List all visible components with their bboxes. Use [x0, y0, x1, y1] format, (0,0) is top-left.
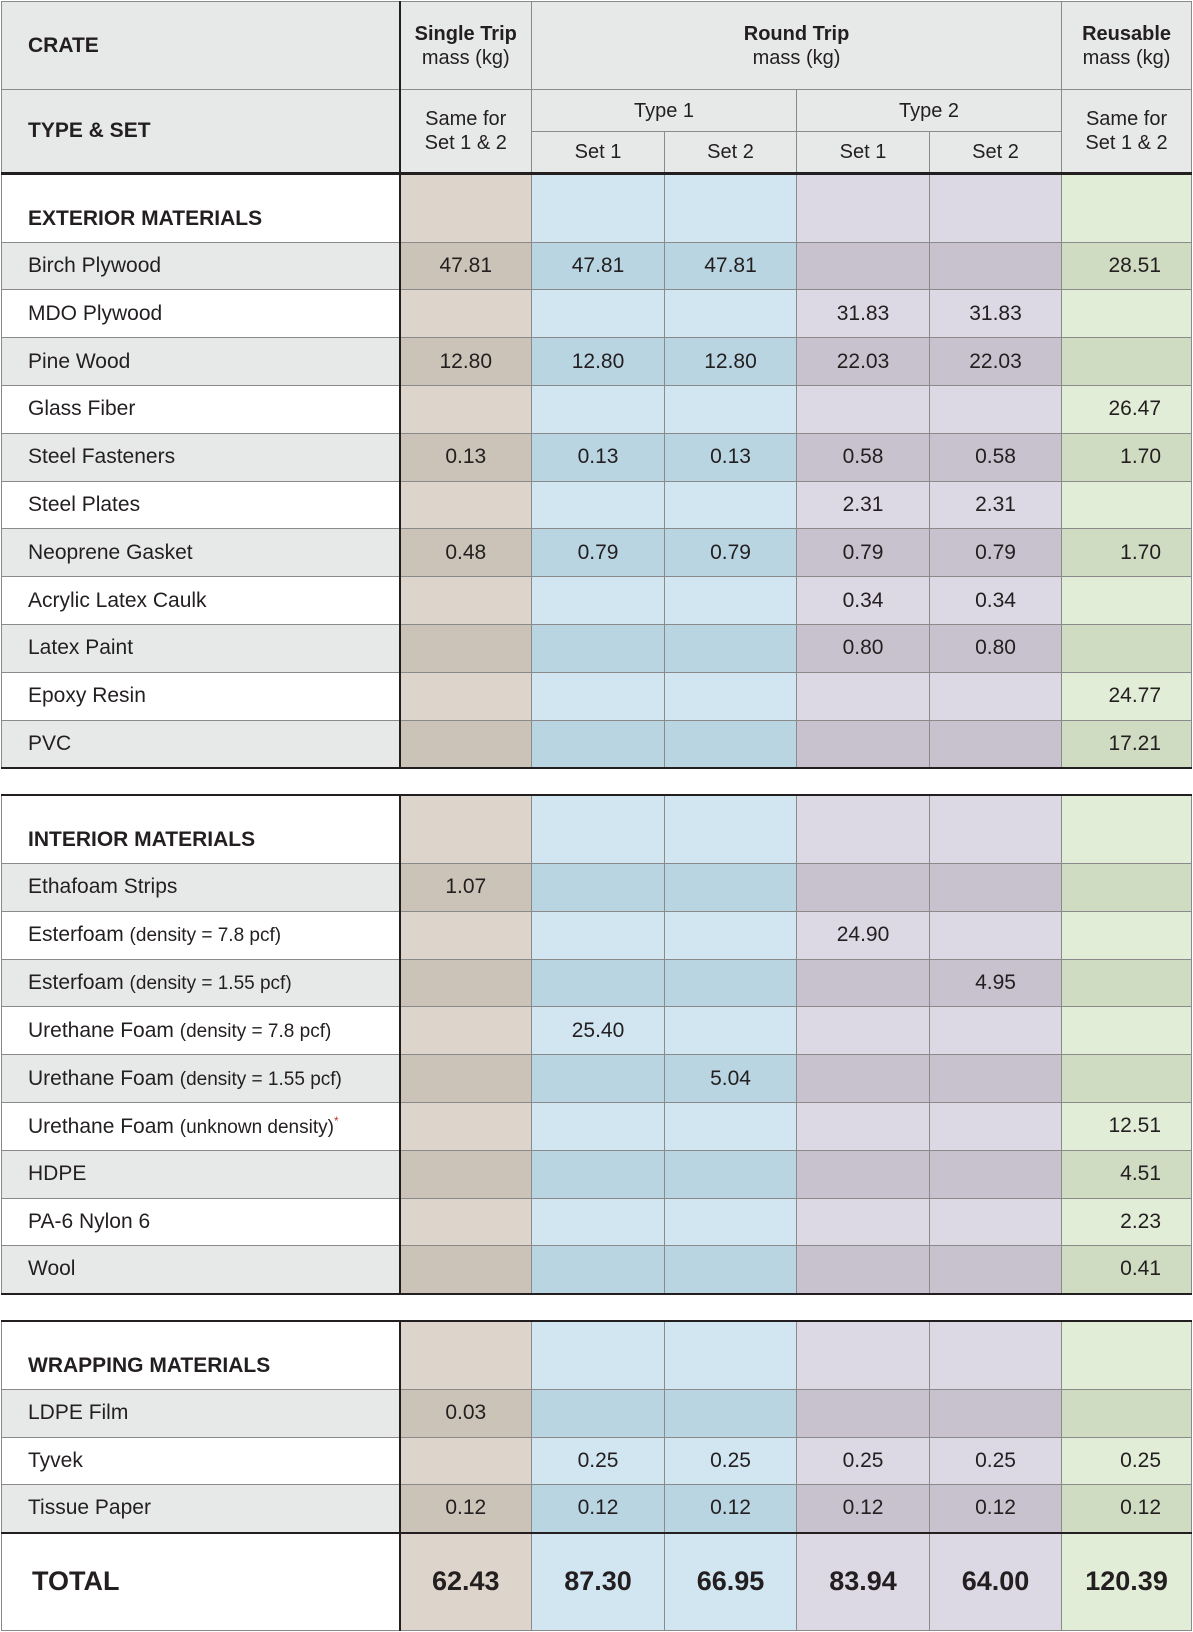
- mass-cell: [930, 863, 1062, 911]
- mass-cell: [1062, 1055, 1192, 1103]
- material-label: Latex Paint: [28, 636, 134, 660]
- mass-cell: 0.12: [797, 1485, 930, 1533]
- mass-cell: [532, 1198, 665, 1246]
- mass-cell: [1062, 959, 1192, 1007]
- material-label: MDO Plywood: [28, 301, 163, 325]
- section-header-cell: [532, 795, 665, 864]
- mass-cell: [930, 1102, 1062, 1150]
- material-name: [2, 1485, 400, 1533]
- mass-cell: [400, 911, 532, 959]
- material-label: Birch Plywood: [28, 253, 162, 277]
- mass-cell: [532, 911, 665, 959]
- mass-cell: 26.47: [1062, 385, 1192, 433]
- mass-cell: 0.25: [930, 1437, 1062, 1485]
- material-density-note: (density = 7.8 pcf): [129, 925, 282, 947]
- section-header-cell: [400, 795, 532, 864]
- mass-cell: 0.13: [400, 433, 532, 481]
- section-gap-cell: [2, 768, 1192, 795]
- mass-cell: [400, 1150, 532, 1198]
- total-value: 64.00: [930, 1533, 1062, 1631]
- mass-cell: 12.51: [1062, 1102, 1192, 1150]
- total-value: 83.94: [797, 1533, 930, 1631]
- mass-cell: 1.70: [1062, 529, 1192, 577]
- material-label: Steel Plates: [28, 492, 141, 516]
- mass-cell: [400, 959, 532, 1007]
- mass-cell: [665, 720, 797, 768]
- mass-cell: [1062, 577, 1192, 625]
- mass-cell: [532, 481, 665, 529]
- material-label: Neoprene Gasket: [28, 540, 193, 564]
- mass-cell: 12.80: [400, 338, 532, 386]
- mass-cell: 24.90: [797, 911, 930, 959]
- material-name: [2, 1246, 400, 1294]
- type2-set2-header: Set 2: [930, 132, 1062, 174]
- mass-cell: [665, 1198, 797, 1246]
- mass-cell: [665, 672, 797, 720]
- mass-cell: [532, 1150, 665, 1198]
- mass-cell: 0.34: [797, 577, 930, 625]
- mass-cell: 0.03: [400, 1389, 532, 1437]
- mass-cell: 0.41: [1062, 1246, 1192, 1294]
- mass-cell: [532, 385, 665, 433]
- mass-cell: [665, 959, 797, 1007]
- total-value: 66.95: [665, 1533, 797, 1631]
- mass-cell: [532, 1055, 665, 1103]
- mass-cell: [532, 863, 665, 911]
- table-row: [2, 1437, 1192, 1485]
- table-body: [2, 174, 1192, 1631]
- single-trip-header: Single Trip mass (kg): [400, 2, 532, 90]
- table-row: [2, 1389, 1192, 1437]
- mass-cell: 12.80: [665, 338, 797, 386]
- material-name: [2, 433, 400, 481]
- mass-cell: 0.25: [532, 1437, 665, 1485]
- mass-cell: [665, 1007, 797, 1055]
- total-value: 62.43: [400, 1533, 532, 1631]
- mass-cell: [1062, 911, 1192, 959]
- material-name: [2, 1389, 400, 1437]
- mass-cell: 0.79: [665, 529, 797, 577]
- section-header-cell: [532, 1321, 665, 1390]
- mass-cell: [1062, 1389, 1192, 1437]
- mass-cell: 1.07: [400, 863, 532, 911]
- mass-cell: 2.23: [1062, 1198, 1192, 1246]
- mass-cell: [665, 385, 797, 433]
- mass-cell: 0.79: [532, 529, 665, 577]
- section-header-cell: [930, 1321, 1062, 1390]
- mass-cell: [400, 1246, 532, 1294]
- total-label: TOTAL: [2, 1533, 400, 1631]
- table-row: [2, 481, 1192, 529]
- mass-cell: [930, 1246, 1062, 1294]
- mass-cell: [797, 959, 930, 1007]
- footnote-asterisk: *: [333, 1113, 339, 1128]
- section-gap: [2, 1294, 1192, 1321]
- section-gap: [2, 768, 1192, 795]
- mass-cell: 25.40: [532, 1007, 665, 1055]
- mass-cell: 0.25: [797, 1437, 930, 1485]
- mass-cell: [665, 1150, 797, 1198]
- mass-cell: 0.12: [532, 1485, 665, 1533]
- mass-cell: [930, 672, 1062, 720]
- material-label: Urethane Foam: [28, 1114, 174, 1138]
- mass-cell: 0.79: [797, 529, 930, 577]
- mass-cell: [797, 1150, 930, 1198]
- total-value: 87.30: [532, 1533, 665, 1631]
- mass-cell: 22.03: [930, 338, 1062, 386]
- mass-cell: [797, 720, 930, 768]
- mass-cell: [400, 672, 532, 720]
- reusable-set-note: Same for Set 1 & 2: [1062, 90, 1192, 174]
- table-row: [2, 1102, 1192, 1150]
- material-label: Steel Fasteners: [28, 445, 176, 469]
- table-row: [2, 1246, 1192, 1294]
- mass-cell: 0.12: [400, 1485, 532, 1533]
- mass-cell: [930, 720, 1062, 768]
- section-header-cell: [532, 174, 665, 243]
- material-label: Ethafoam Strips: [28, 875, 178, 899]
- mass-cell: [665, 624, 797, 672]
- material-name: [2, 720, 400, 768]
- mass-cell: [930, 1389, 1062, 1437]
- mass-cell: 28.51: [1062, 242, 1192, 290]
- mass-cell: [400, 385, 532, 433]
- mass-cell: [400, 624, 532, 672]
- material-label: Wool: [28, 1257, 76, 1281]
- mass-cell: [400, 290, 532, 338]
- mass-cell: [532, 1389, 665, 1437]
- mass-cell: [400, 1055, 532, 1103]
- section-header-cell: [930, 174, 1062, 243]
- table-row: [2, 959, 1192, 1007]
- mass-cell: [665, 1102, 797, 1150]
- mass-cell: 0.13: [532, 433, 665, 481]
- mass-cell: [797, 242, 930, 290]
- mass-cell: [400, 1437, 532, 1485]
- mass-cell: 22.03: [797, 338, 930, 386]
- mass-cell: 4.51: [1062, 1150, 1192, 1198]
- mass-cell: 0.58: [930, 433, 1062, 481]
- mass-cell: [1062, 481, 1192, 529]
- mass-cell: [797, 863, 930, 911]
- material-label: LDPE Film: [28, 1401, 129, 1425]
- mass-cell: [400, 1198, 532, 1246]
- mass-cell: [400, 720, 532, 768]
- section-header-cell: [797, 174, 930, 243]
- material-label: Esterfoam: [28, 923, 124, 947]
- section-header-cell: [1062, 795, 1192, 864]
- mass-cell: 4.95: [930, 959, 1062, 1007]
- mass-cell: 0.34: [930, 577, 1062, 625]
- material-density-note: (density = 1.55 pcf): [129, 972, 292, 994]
- table-row: [2, 385, 1192, 433]
- mass-cell: [930, 242, 1062, 290]
- material-label: PVC: [28, 731, 72, 755]
- mass-cell: [1062, 863, 1192, 911]
- material-name: [2, 385, 400, 433]
- type1-set2-header: Set 2: [665, 132, 797, 174]
- mass-cell: [1062, 1007, 1192, 1055]
- material-label: HDPE: [28, 1162, 87, 1186]
- mass-cell: [665, 290, 797, 338]
- mass-cell: [797, 1102, 930, 1150]
- material-name: [2, 863, 400, 911]
- mass-cell: 17.21: [1062, 720, 1192, 768]
- section-header-row: [2, 174, 1192, 243]
- material-name: [2, 577, 400, 625]
- material-label: Esterfoam: [28, 970, 124, 994]
- section-header-cell: [400, 1321, 532, 1390]
- mass-cell: [1062, 290, 1192, 338]
- mass-cell: [665, 863, 797, 911]
- mass-cell: [665, 577, 797, 625]
- mass-cell: 0.79: [930, 529, 1062, 577]
- mass-cell: 0.12: [665, 1485, 797, 1533]
- material-density-note: (density = 7.8 pcf): [179, 1020, 332, 1042]
- material-name: [2, 672, 400, 720]
- mass-cell: 0.25: [1062, 1437, 1192, 1485]
- material-label: Tissue Paper: [28, 1496, 151, 1520]
- mass-cell: [797, 1389, 930, 1437]
- mass-cell: 31.83: [930, 290, 1062, 338]
- section-gap-cell: [2, 1294, 1192, 1321]
- mass-cell: [1062, 338, 1192, 386]
- mass-cell: [665, 1246, 797, 1294]
- mass-cell: 1.70: [1062, 433, 1192, 481]
- section-header-cell: [665, 795, 797, 864]
- table-row: [2, 242, 1192, 290]
- mass-cell: [665, 481, 797, 529]
- mass-cell: 0.12: [1062, 1485, 1192, 1533]
- material-name: [2, 1007, 400, 1055]
- table-row: [2, 1198, 1192, 1246]
- material-name: [2, 529, 400, 577]
- mass-cell: [797, 1055, 930, 1103]
- mass-cell: [797, 385, 930, 433]
- table-row: [2, 1150, 1192, 1198]
- material-name: [2, 1102, 400, 1150]
- section-header-row: [2, 1321, 1192, 1390]
- material-name: [2, 481, 400, 529]
- table-row: [2, 290, 1192, 338]
- mass-cell: 12.80: [532, 338, 665, 386]
- section-title: EXTERIOR MATERIALS: [2, 174, 400, 243]
- table-row: [2, 863, 1192, 911]
- mass-cell: 2.31: [797, 481, 930, 529]
- mass-cell: [532, 959, 665, 1007]
- mass-cell: 0.48: [400, 529, 532, 577]
- table-row: [2, 433, 1192, 481]
- mass-cell: [797, 1198, 930, 1246]
- type-set-header: TYPE & SET: [2, 90, 400, 174]
- section-title: WRAPPING MATERIALS: [2, 1321, 400, 1390]
- single-trip-set-note: Same for Set 1 & 2: [400, 90, 532, 174]
- material-name: [2, 290, 400, 338]
- mass-cell: [532, 577, 665, 625]
- mass-cell: 0.12: [930, 1485, 1062, 1533]
- mass-cell: [532, 1246, 665, 1294]
- mass-cell: [400, 481, 532, 529]
- material-density-note: (unknown density): [179, 1116, 334, 1138]
- mass-cell: [797, 1246, 930, 1294]
- table-row: [2, 529, 1192, 577]
- material-name: [2, 624, 400, 672]
- mass-cell: 2.31: [930, 481, 1062, 529]
- section-header-cell: [797, 795, 930, 864]
- mass-cell: [797, 672, 930, 720]
- material-label: Glass Fiber: [28, 397, 136, 421]
- mass-cell: 5.04: [665, 1055, 797, 1103]
- type2-set1-header: Set 1: [797, 132, 930, 174]
- mass-cell: [532, 672, 665, 720]
- material-density-note: (density = 1.55 pcf): [179, 1068, 342, 1090]
- mass-cell: 0.58: [797, 433, 930, 481]
- mass-cell: [400, 1007, 532, 1055]
- material-name: [2, 1198, 400, 1246]
- table-row: [2, 577, 1192, 625]
- material-name: [2, 1150, 400, 1198]
- section-header-cell: [930, 795, 1062, 864]
- round-trip-type1-header: Type 1: [532, 90, 797, 132]
- section-title: INTERIOR MATERIALS: [2, 795, 400, 864]
- table-row: [2, 720, 1192, 768]
- mass-cell: [532, 624, 665, 672]
- mass-cell: [930, 911, 1062, 959]
- material-name: [2, 1055, 400, 1103]
- mass-cell: [930, 1198, 1062, 1246]
- total-row: [2, 1533, 1192, 1631]
- mass-cell: 0.80: [930, 624, 1062, 672]
- mass-cell: [665, 911, 797, 959]
- mass-cell: 0.25: [665, 1437, 797, 1485]
- table-row: [2, 1007, 1192, 1055]
- material-name: [2, 911, 400, 959]
- table-row: [2, 672, 1192, 720]
- material-label: Urethane Foam: [28, 1066, 174, 1090]
- crate-mass-table: [1, 1, 1192, 1631]
- section-header-cell: [400, 174, 532, 243]
- mass-cell: [797, 1007, 930, 1055]
- mass-cell: [400, 1102, 532, 1150]
- mass-cell: [930, 1007, 1062, 1055]
- mass-cell: 0.13: [665, 433, 797, 481]
- round-trip-header: Round Trip mass (kg): [532, 2, 1062, 90]
- mass-cell: [532, 720, 665, 768]
- mass-cell: 24.77: [1062, 672, 1192, 720]
- section-header-row: [2, 795, 1192, 864]
- table-row: [2, 1055, 1192, 1103]
- material-label: Acrylic Latex Caulk: [28, 588, 207, 612]
- mass-cell: [930, 1150, 1062, 1198]
- reusable-header: Reusable mass (kg): [1062, 2, 1192, 90]
- table-row: [2, 338, 1192, 386]
- mass-cell: 47.81: [665, 242, 797, 290]
- table-row: [2, 624, 1192, 672]
- table-row: [2, 911, 1192, 959]
- material-name: [2, 338, 400, 386]
- round-trip-type2-header: Type 2: [797, 90, 1062, 132]
- material-name: [2, 959, 400, 1007]
- mass-cell: [400, 577, 532, 625]
- material-label: PA-6 Nylon 6: [28, 1209, 151, 1233]
- section-header-cell: [797, 1321, 930, 1390]
- mass-cell: 0.80: [797, 624, 930, 672]
- section-header-cell: [1062, 174, 1192, 243]
- mass-cell: 31.83: [797, 290, 930, 338]
- mass-cell: [930, 1055, 1062, 1103]
- crate-header: CRATE: [2, 2, 400, 90]
- material-label: Epoxy Resin: [28, 684, 146, 708]
- mass-cell: [532, 1102, 665, 1150]
- section-header-cell: [665, 174, 797, 243]
- section-header-cell: [665, 1321, 797, 1390]
- mass-cell: 47.81: [400, 242, 532, 290]
- mass-cell: [930, 385, 1062, 433]
- material-label: Tyvek: [28, 1448, 83, 1472]
- material-name: [2, 242, 400, 290]
- material-name: [2, 1437, 400, 1485]
- mass-cell: 47.81: [532, 242, 665, 290]
- material-label: Pine Wood: [28, 349, 131, 373]
- total-value: 120.39: [1062, 1533, 1192, 1631]
- mass-cell: [532, 290, 665, 338]
- type1-set1-header: Set 1: [532, 132, 665, 174]
- mass-cell: [1062, 624, 1192, 672]
- material-label: Urethane Foam: [28, 1018, 174, 1042]
- mass-cell: [665, 1389, 797, 1437]
- section-header-cell: [1062, 1321, 1192, 1390]
- table-row: [2, 1485, 1192, 1533]
